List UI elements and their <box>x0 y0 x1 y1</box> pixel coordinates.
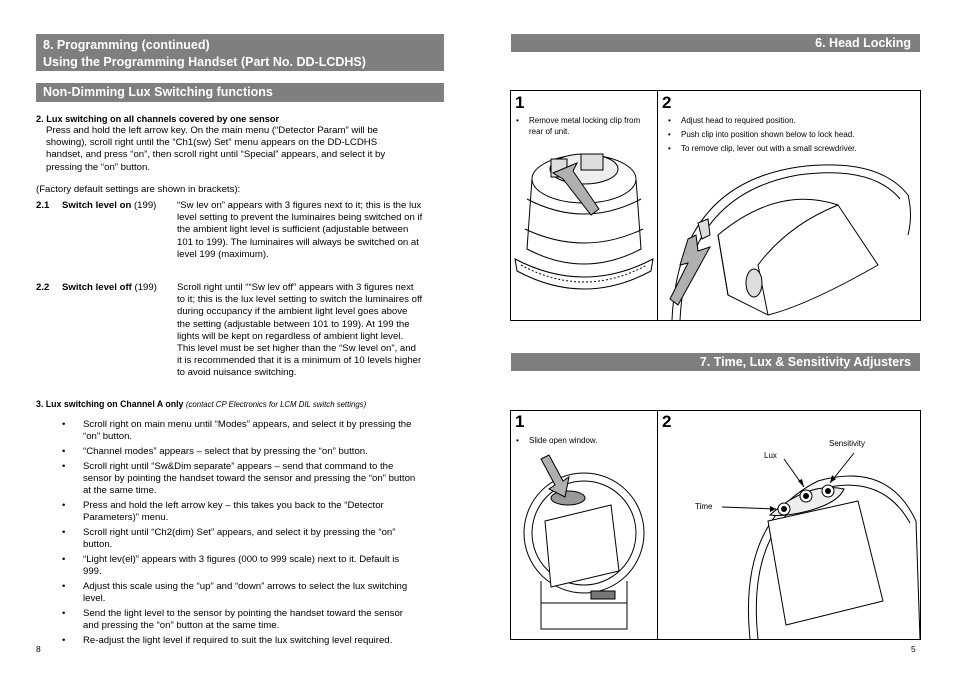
section-header-programming <box>36 34 444 71</box>
step-number: 2 <box>662 412 672 431</box>
setting-number: 2.2 <box>36 282 50 293</box>
text-line: Send the light level to the sensor by pointing the handset toward the sensor <box>83 608 403 619</box>
text-line: rear of unit. <box>529 127 570 136</box>
bullet-dot: • <box>62 419 66 430</box>
sensor-clip-illustration <box>511 139 657 319</box>
section-subtitle: Using the Programming Handset (Part No. DD-LCDHS) <box>43 55 366 69</box>
text-line: “Light lev(el)” appears with 3 figures (000 to 999 scale) next to it. Default is <box>83 554 400 565</box>
bullet-dot: • <box>668 116 671 125</box>
text-line: Press and hold the left arrow key. On the main menu (“Detector Param” will be <box>46 125 379 136</box>
setting-label: Switch level off <box>62 282 132 293</box>
sensor-window-illustration <box>511 451 657 639</box>
text-line: Scroll right until “Ch2(dim) Set” appears, and select it by pressing the “on” <box>83 527 396 538</box>
text-line: level setting to prevent the luminaires being switched on if <box>177 212 423 224</box>
adjusters-step-1-panel <box>510 410 658 640</box>
label-lux: Lux <box>764 451 777 460</box>
text-line: to it; this is the lux level setting to switch the luminaires off <box>177 294 423 306</box>
factory-default-note: (Factory default settings are shown in brackets): <box>36 184 241 195</box>
setting-number: 2.1 <box>36 200 50 211</box>
section-2-body <box>46 125 446 174</box>
bullet-dot: • <box>668 144 671 153</box>
head-lock-illustration <box>658 155 920 320</box>
page-number-left: 8 <box>36 644 41 654</box>
text-line: it is recommended that it is a minimum of 10 levels higher <box>177 355 422 367</box>
bullet-dot: • <box>62 446 66 457</box>
text-line: handset, and press “on”, then scroll right until “Special” appears, and select it by <box>46 149 386 161</box>
section-3-note: (contact CP Electronics for LCM DIL switch settings) <box>185 400 367 409</box>
text-line: “on” button. <box>83 431 133 443</box>
setting-2-2-description <box>177 282 447 380</box>
text-line: the ambient light level is sufficient (adjustable between <box>177 224 409 236</box>
bullet-dot: • <box>62 461 66 472</box>
bullet-dot: • <box>668 130 671 139</box>
text-line: Adjust this scale using the “up” and “down” arrows to select the lux switching <box>83 581 408 592</box>
adjusters-illustration <box>658 411 920 639</box>
step-number: 1 <box>515 412 525 431</box>
setting-2-2-label <box>62 282 157 294</box>
bullet-dot: • <box>62 635 66 646</box>
text-line: To remove clip, lever out with a small screwdriver. <box>681 144 857 153</box>
setting-default: (199) <box>131 200 157 211</box>
text-line: 999. <box>83 566 102 578</box>
text-line: during occupancy if the ambient light level goes above <box>177 306 408 318</box>
bullet-dot: • <box>516 116 519 125</box>
text-line: Parameters)” menu. <box>83 512 169 524</box>
adjusters-step-2-panel <box>657 410 921 640</box>
text-line: Adjust head to required position. <box>681 116 796 125</box>
text-line: at the same time. <box>83 485 157 497</box>
section-header-head-locking: 6. Head Locking <box>511 34 920 52</box>
setting-2-1-description <box>177 200 447 261</box>
setting-default: (199) <box>131 282 157 293</box>
section-3-title <box>36 398 366 411</box>
text-line: Re-adjust the light level if required to suit the lux switching level required. <box>83 635 393 646</box>
text-line: Scroll right on main menu until “Modes” appears, and select it by pressing the <box>83 419 412 430</box>
text-line: pressing the “on” button. <box>46 161 150 173</box>
text-line: Push clip into position shown below to lock head. <box>681 130 855 139</box>
setting-label: Switch level on <box>62 200 132 211</box>
bullet-dot: • <box>62 581 66 592</box>
text-line: “Sw lev on” appears with 3 figures next to it; this is the lux <box>177 200 422 211</box>
text-line: level. <box>83 593 106 605</box>
text-line: level 199 (maximum). <box>177 248 269 260</box>
section-3-title-text: 3. Lux switching on Channel A only <box>36 399 184 409</box>
setting-2-1-label <box>62 200 156 212</box>
text-line: Press and hold the left arrow key – this takes you back to the “Detector <box>83 500 384 511</box>
label-sensitivity: Sensitivity <box>829 439 866 448</box>
subsection-header-non-dimming: Non-Dimming Lux Switching functions <box>36 83 444 102</box>
bullet-dot: • <box>62 500 66 511</box>
text-line: 101 to 199). The luminaires will always be switched on at <box>177 236 419 248</box>
label-time: Time <box>695 502 713 511</box>
text-line: Remove metal locking clip from <box>529 116 641 125</box>
head-locking-step-1-panel <box>510 90 658 321</box>
section-title: 8. Programming (continued) <box>43 38 210 52</box>
text-line: the setting (adjustable between 101 to 199). At 199 the <box>177 318 410 330</box>
bullet-dot: • <box>62 527 66 538</box>
step-number: 2 <box>662 93 672 112</box>
text-line: to avoid nuisance switching. <box>177 367 297 379</box>
text-line: Slide open window. <box>529 436 598 445</box>
text-line: This level must be set higher than the “Sw level on”, and <box>177 343 416 355</box>
setting-2-1 <box>36 200 49 212</box>
bullet-dot: • <box>62 608 66 619</box>
setting-2-2 <box>36 282 49 294</box>
text-line: Scroll right until ““Sw lev off” appears with 3 figures next <box>177 282 414 293</box>
section-header-adjusters: 7. Time, Lux & Sensitivity Adjusters <box>511 353 920 371</box>
bullet-dot: • <box>62 554 66 565</box>
page-number-right: 5 <box>911 644 916 654</box>
section-2-title: 2. Lux switching on all channels covered by one sensor <box>36 114 280 124</box>
bullet-dot: • <box>516 436 519 445</box>
text-line: Scroll right until “Sw&Dim separate” appears – send that command to the <box>83 461 394 472</box>
text-line: and pressing the “on” button at the same time. <box>83 620 280 632</box>
text-line: button. <box>83 539 113 551</box>
text-line: showing), scroll right until the “Ch1(sw) Set” menu appears on the DD-LCDHS <box>46 137 378 149</box>
text-line: lights will be kept on regardless of ambient light level. <box>177 330 404 342</box>
text-line: sensor by pointing the handset toward the sensor and pressing the “on” button <box>83 473 416 485</box>
head-locking-step-2-panel <box>657 90 921 321</box>
text-line: “Channel modes” appears – select that by pressing the “on” button. <box>83 446 368 457</box>
step-number: 1 <box>515 93 525 112</box>
